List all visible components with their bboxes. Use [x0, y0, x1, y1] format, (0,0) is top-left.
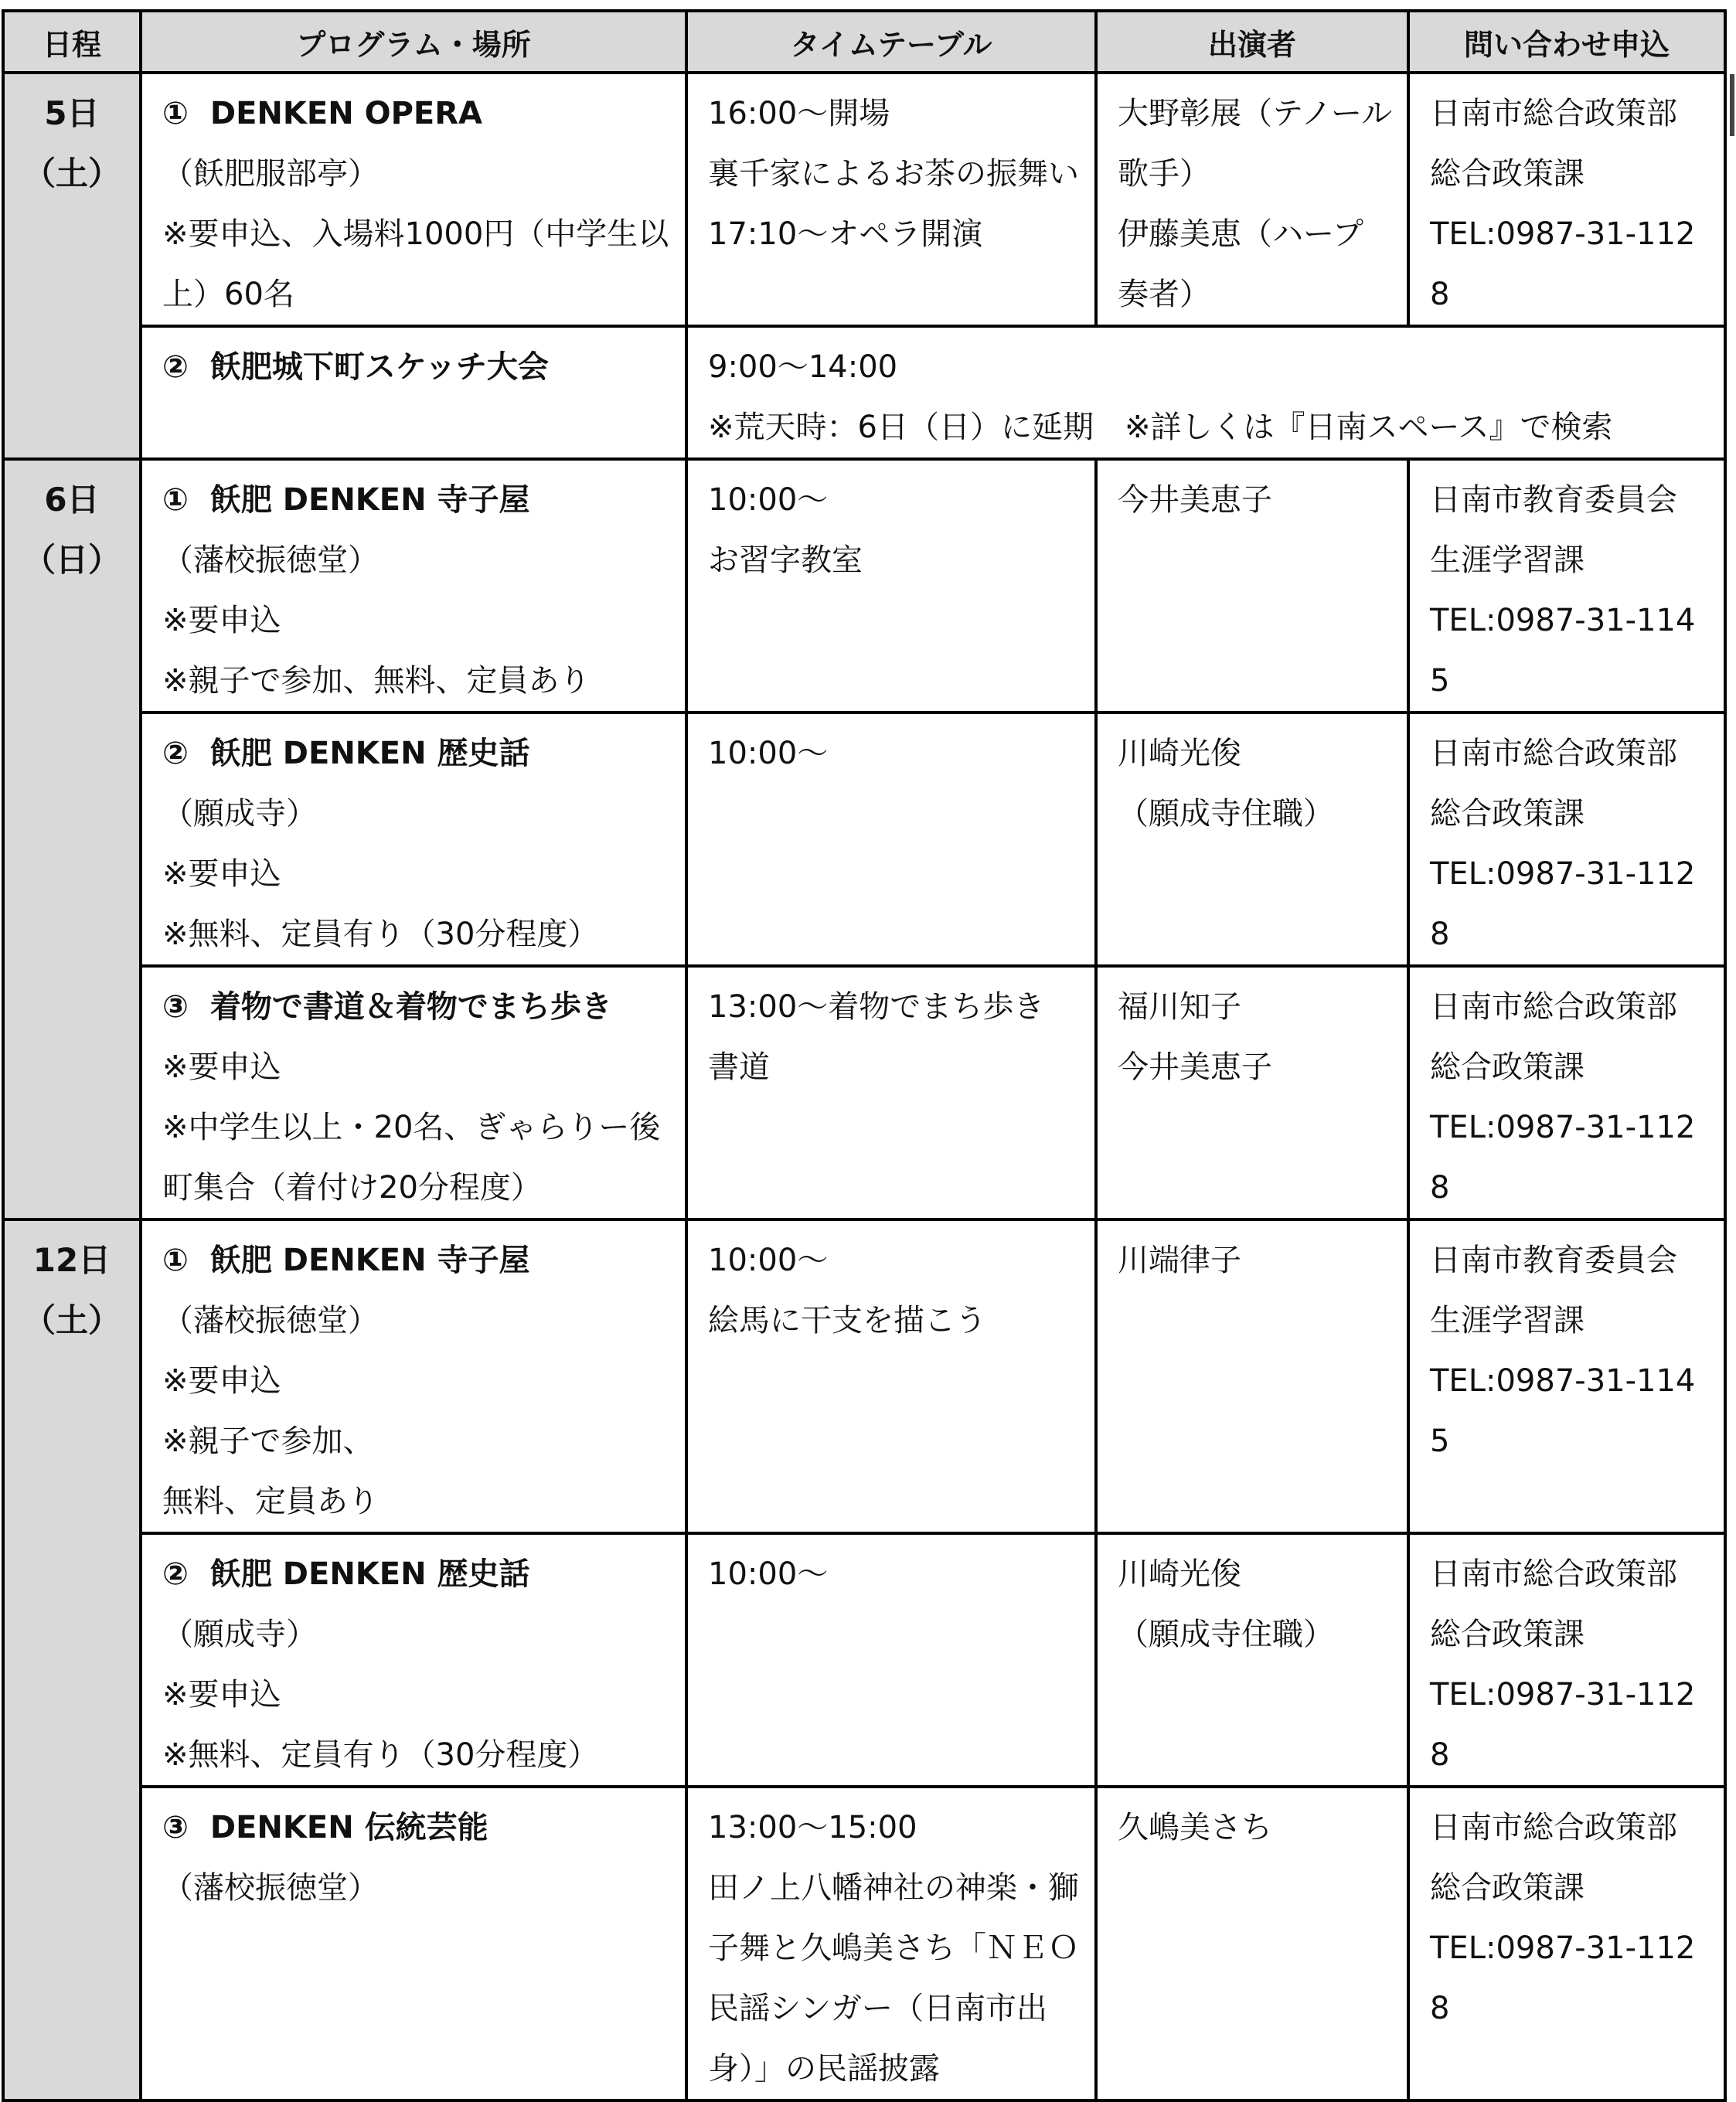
- program-title-line: [162, 723, 671, 784]
- performer-cell: [1096, 713, 1408, 966]
- cell-line: 日南市教育委員会: [1430, 482, 1677, 518]
- cell-line: TEL:0987-31-1128: [1430, 1930, 1696, 2026]
- cell-line: 絵馬に干支を描こう: [708, 1303, 986, 1338]
- cell-line: 生涯学習課: [1430, 1303, 1585, 1338]
- timetable-cell: [686, 1787, 1096, 2100]
- cell-line: ※要申込、入場料1000円（中学生以上）60名: [162, 216, 669, 312]
- performer-cell: [1096, 1787, 1408, 2100]
- cell-line: 書道: [708, 1049, 770, 1085]
- cell-line: 久嶋美さち: [1118, 1810, 1272, 1845]
- scrollbar-mark: [1730, 74, 1734, 136]
- date-day: 12日: [32, 1241, 111, 1279]
- cell-line: （願成寺）: [162, 796, 317, 832]
- program-cell: [141, 326, 686, 459]
- cell-line: 総合政策課: [1430, 1617, 1585, 1652]
- cell-line: TEL:0987-31-1128: [1430, 1677, 1696, 1773]
- contact-cell: [1408, 73, 1725, 326]
- table-row: [3, 326, 1725, 459]
- header-contact: 問い合わせ申込: [1408, 11, 1725, 73]
- program-number: ①: [162, 1243, 189, 1278]
- cell-line: 17:10～オペラ開演: [708, 216, 983, 252]
- cell-line: ※要申込: [162, 856, 281, 892]
- performer-cell: [1096, 73, 1408, 326]
- cell-line: （飫肥服部亭）: [162, 156, 379, 192]
- program-title: 飫肥城下町スケッチ大会: [209, 349, 549, 385]
- table-row: [3, 713, 1725, 966]
- cell-line: （藩校振徳堂）: [162, 1303, 379, 1338]
- cell-line: ※要申込: [162, 1049, 281, 1085]
- date-day: 6日: [44, 481, 100, 519]
- table-row: [3, 459, 1725, 713]
- cell-line: 10:00～: [708, 736, 829, 771]
- cell-line: 10:00～: [708, 482, 829, 518]
- cell-line: 総合政策課: [1430, 1870, 1585, 1906]
- program-number: ①: [162, 482, 189, 518]
- cell-line: 川端律子: [1118, 1243, 1241, 1278]
- cell-line: TEL:0987-31-1145: [1430, 603, 1696, 699]
- header-row: [3, 11, 1725, 73]
- program-title: 飫肥 DENKEN 寺子屋: [209, 482, 530, 518]
- cell-line: ※要申込: [162, 1677, 281, 1713]
- cell-line: （願成寺住職）: [1118, 796, 1334, 832]
- header-program: プログラム・場所: [141, 11, 686, 73]
- cell-line: ※要申込: [162, 603, 281, 638]
- cell-line: 総合政策課: [1430, 1049, 1585, 1085]
- program-number: ②: [162, 349, 189, 385]
- performer-cell: [1096, 459, 1408, 713]
- timetable-cell: [686, 1533, 1096, 1787]
- cell-line: 日南市教育委員会: [1430, 1243, 1677, 1278]
- program-title: 飫肥 DENKEN 歴史話: [209, 1556, 530, 1592]
- program-title: DENKEN OPERA: [209, 96, 483, 131]
- contact-cell: [1408, 1787, 1725, 2100]
- timetable-cell: [686, 1219, 1096, 1533]
- cell-line: （願成寺）: [162, 1617, 317, 1652]
- cell-line: 10:00～: [708, 1556, 829, 1592]
- cell-line: 日南市総合政策部: [1430, 736, 1677, 771]
- cell-line: 今井美恵子: [1118, 1049, 1272, 1085]
- program-title-line: [162, 1230, 671, 1291]
- header-performer: 出演者: [1096, 11, 1408, 73]
- date-cell: [3, 1219, 141, 2100]
- program-title: 飫肥 DENKEN 歴史話: [209, 736, 530, 771]
- cell-line: 川崎光俊: [1118, 736, 1241, 771]
- program-title-line: [162, 83, 671, 144]
- cell-line: ※無料、定員有り（30分程度）: [162, 917, 599, 952]
- cell-line: 伊藤美恵（ハープ奏者）: [1118, 216, 1363, 312]
- cell-line: 13:00～15:00: [708, 1810, 917, 1845]
- cell-line: ※荒天時：6日（日）に延期 ※詳しくは『日南スペース』で検索: [708, 410, 1613, 445]
- contact-cell: [1408, 1533, 1725, 1787]
- program-title-line: [162, 1798, 671, 1858]
- date-day: 5日: [44, 94, 100, 132]
- timetable-cell: [686, 966, 1096, 1219]
- cell-line: TEL:0987-31-1128: [1430, 856, 1696, 952]
- cell-line: 田ノ上八幡神社の神楽・獅子舞と久嶋美さち「ＮＥＯ民謡シンガー（日南市出身）」の民謡披露: [708, 1870, 1079, 2087]
- cell-line: 今井美恵子: [1118, 482, 1272, 518]
- merged-details-cell: [686, 326, 1725, 459]
- cell-line: （願成寺住職）: [1118, 1617, 1334, 1652]
- program-title-line: [162, 337, 671, 397]
- cell-line: 福川知子: [1118, 989, 1241, 1025]
- contact-cell: [1408, 713, 1725, 966]
- header-timetable: タイムテーブル: [686, 11, 1096, 73]
- schedule-table: [2, 9, 1727, 2102]
- cell-line: ※親子で参加、無料、定員あり: [162, 663, 591, 699]
- cell-line: 10:00～: [708, 1243, 829, 1278]
- timetable-cell: [686, 459, 1096, 713]
- program-number: ③: [162, 1810, 189, 1845]
- cell-line: （藩校振徳堂）: [162, 1870, 379, 1906]
- header-date: 日程: [3, 11, 141, 73]
- table-row: [3, 1787, 1725, 2100]
- program-cell: [141, 966, 686, 1219]
- cell-line: 生涯学習課: [1430, 543, 1585, 578]
- cell-line: 総合政策課: [1430, 156, 1585, 192]
- cell-line: 日南市総合政策部: [1430, 96, 1677, 131]
- cell-line: 無料、定員あり: [162, 1484, 379, 1519]
- table-row: [3, 1219, 1725, 1533]
- program-title: DENKEN 伝統芸能: [209, 1810, 488, 1845]
- program-number: ②: [162, 1556, 189, 1592]
- cell-line: 総合政策課: [1430, 796, 1585, 832]
- program-title-line: [162, 470, 671, 530]
- contact-cell: [1408, 459, 1725, 713]
- cell-line: ※無料、定員有り（30分程度）: [162, 1737, 599, 1773]
- date-weekday: （日）: [22, 541, 121, 579]
- cell-line: 大野彰展（テノール歌手）: [1118, 96, 1393, 192]
- contact-cell: [1408, 966, 1725, 1219]
- program-cell: [141, 713, 686, 966]
- performer-cell: [1096, 1533, 1408, 1787]
- performer-cell: [1096, 1219, 1408, 1533]
- table-row: [3, 73, 1725, 326]
- table-row: [3, 1533, 1725, 1787]
- cell-line: 16:00～開場: [708, 96, 890, 131]
- date-cell: [3, 459, 141, 1219]
- performer-cell: [1096, 966, 1408, 1219]
- program-number: ③: [162, 989, 189, 1025]
- schedule-body: [3, 73, 1725, 2100]
- cell-line: （藩校振徳堂）: [162, 543, 379, 578]
- table-row: [3, 966, 1725, 1219]
- timetable-cell: [686, 713, 1096, 966]
- program-title-line: [162, 1544, 671, 1604]
- program-title: 飫肥 DENKEN 寺子屋: [209, 1243, 530, 1278]
- date-weekday: （土）: [22, 155, 121, 192]
- cell-line: ※要申込: [162, 1363, 281, 1399]
- cell-line: 日南市総合政策部: [1430, 989, 1677, 1025]
- cell-line: 日南市総合政策部: [1430, 1810, 1677, 1845]
- cell-line: TEL:0987-31-1128: [1430, 1110, 1696, 1206]
- timetable-cell: [686, 73, 1096, 326]
- cell-line: TEL:0987-31-1145: [1430, 1363, 1696, 1459]
- cell-line: 日南市総合政策部: [1430, 1556, 1677, 1592]
- program-cell: [141, 459, 686, 713]
- date-cell: [3, 73, 141, 459]
- cell-line: ※中学生以上・20名、ぎゃらりー後町集合（着付け20分程度）: [162, 1110, 661, 1206]
- cell-line: お習字教室: [708, 543, 863, 578]
- program-cell: [141, 1787, 686, 2100]
- program-number: ①: [162, 96, 189, 131]
- date-weekday: （土）: [22, 1301, 121, 1339]
- program-cell: [141, 73, 686, 326]
- contact-cell: [1408, 1219, 1725, 1533]
- program-cell: [141, 1219, 686, 1533]
- cell-line: TEL:0987-31-1128: [1430, 216, 1696, 312]
- cell-line: 13:00～着物でまち歩き: [708, 989, 1045, 1025]
- cell-line: ※親子で参加、: [162, 1423, 374, 1459]
- program-number: ②: [162, 736, 189, 771]
- program-title-line: [162, 977, 671, 1037]
- cell-line: 9:00～14:00: [708, 349, 898, 385]
- program-title: 着物で書道＆着物でまち歩き: [209, 989, 612, 1025]
- cell-line: 裏千家によるお茶の振舞い: [708, 156, 1079, 192]
- cell-line: 川崎光俊: [1118, 1556, 1241, 1592]
- program-cell: [141, 1533, 686, 1787]
